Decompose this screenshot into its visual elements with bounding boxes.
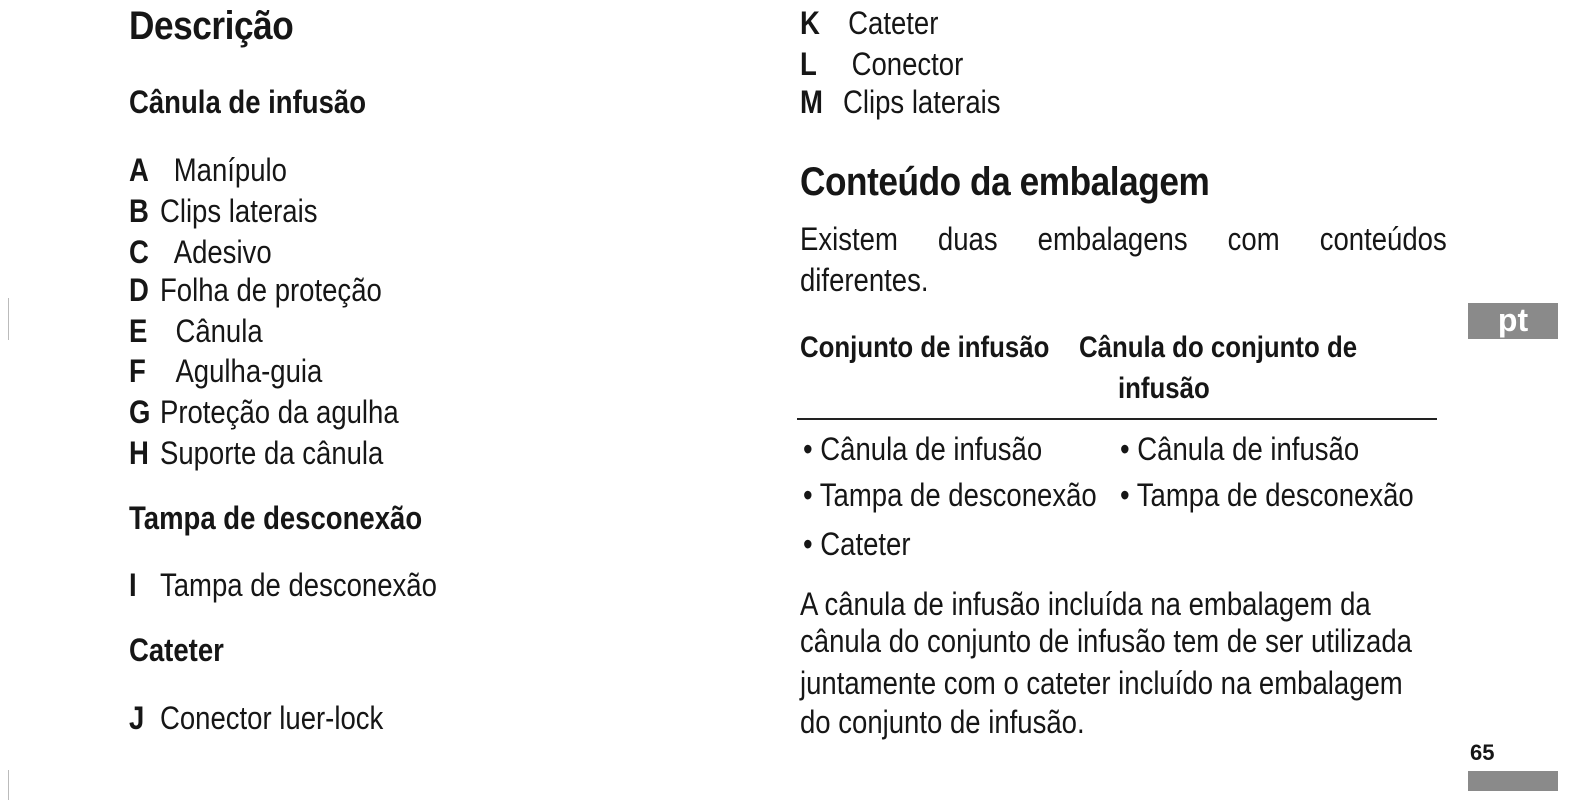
item-label: Agulha-guia <box>175 353 323 389</box>
table-header-cannula-set-line1: Cânula do conjunto de <box>1079 331 1358 364</box>
item-label: Conector luer-lock <box>159 700 384 736</box>
list-item <box>129 234 272 271</box>
language-tab <box>1468 303 1558 339</box>
item-letter: H <box>129 435 149 471</box>
item-letter: E <box>129 313 148 349</box>
section-heading-disconnect-cap: Tampa de desconexão <box>129 500 423 536</box>
item-label: Tampa de desconexão <box>159 567 437 603</box>
note-line: juntamente com o cateter incluído na embalagem <box>800 665 1403 701</box>
list-item <box>129 313 263 350</box>
item-letter: G <box>129 394 151 430</box>
table-header-infusion-set: Conjunto de infusão <box>800 331 1050 364</box>
table-cell: • Cânula de infusão <box>803 431 1043 467</box>
table-header-cannula-set-line2: infusão <box>1118 372 1210 405</box>
list-item <box>800 46 963 83</box>
item-label: Conector <box>851 46 964 82</box>
item-label: Cânula <box>175 313 263 349</box>
table-cell: • Cânula de infusão <box>1120 431 1360 467</box>
section-title-package-contents: Conteúdo da embalagem <box>800 160 1210 204</box>
intro-line: Existem duas embalagens com conteúdos <box>800 221 1447 257</box>
item-letter: M <box>800 84 823 120</box>
item-label: Folha de proteção <box>159 272 382 308</box>
item-label: Clips laterais <box>843 84 1001 120</box>
table-cell: • Cateter <box>803 526 911 562</box>
item-letter: D <box>129 272 149 308</box>
list-item <box>129 700 383 737</box>
list-item <box>800 84 1001 121</box>
table-cell: • Tampa de desconexão <box>1120 477 1414 513</box>
item-letter: C <box>129 234 149 270</box>
list-item <box>129 435 383 472</box>
item-letter: L <box>800 46 817 82</box>
item-label: Proteção da agulha <box>159 394 399 430</box>
table-divider <box>797 418 1437 420</box>
margin-mark <box>8 770 9 800</box>
intro-line: diferentes. <box>800 262 929 298</box>
margin-mark <box>8 298 9 340</box>
item-letter: A <box>129 152 149 188</box>
item-letter: K <box>800 5 820 41</box>
item-label: Suporte da cânula <box>159 435 384 471</box>
item-letter: I <box>129 567 137 603</box>
item-letter: F <box>129 353 146 389</box>
list-item <box>129 394 399 431</box>
language-tab-label: pt <box>1497 302 1529 338</box>
item-label: Adesivo <box>173 234 272 270</box>
page-number: 65 <box>1470 740 1495 765</box>
list-item <box>129 353 322 390</box>
page-title: Descrição <box>129 4 294 48</box>
page-number-bar <box>1468 771 1558 791</box>
list-item <box>129 152 287 189</box>
list-item <box>129 272 382 309</box>
list-item <box>800 5 938 42</box>
item-label: Cateter <box>848 5 939 41</box>
section-heading-cannula: Cânula de infusão <box>129 84 367 120</box>
item-label: Clips laterais <box>159 193 318 229</box>
item-label: Manípulo <box>173 152 287 188</box>
note-line: A cânula de infusão incluída na embalagem da <box>800 586 1371 622</box>
note-line: do conjunto de infusão. <box>800 704 1085 740</box>
table-cell: • Tampa de desconexão <box>803 477 1097 513</box>
list-item <box>129 193 317 230</box>
note-line: cânula do conjunto de infusão tem de ser utilizada <box>800 623 1412 659</box>
list-item <box>129 567 437 604</box>
item-letter: B <box>129 193 149 229</box>
section-heading-catheter: Cateter <box>129 632 224 668</box>
item-letter: J <box>129 700 145 736</box>
